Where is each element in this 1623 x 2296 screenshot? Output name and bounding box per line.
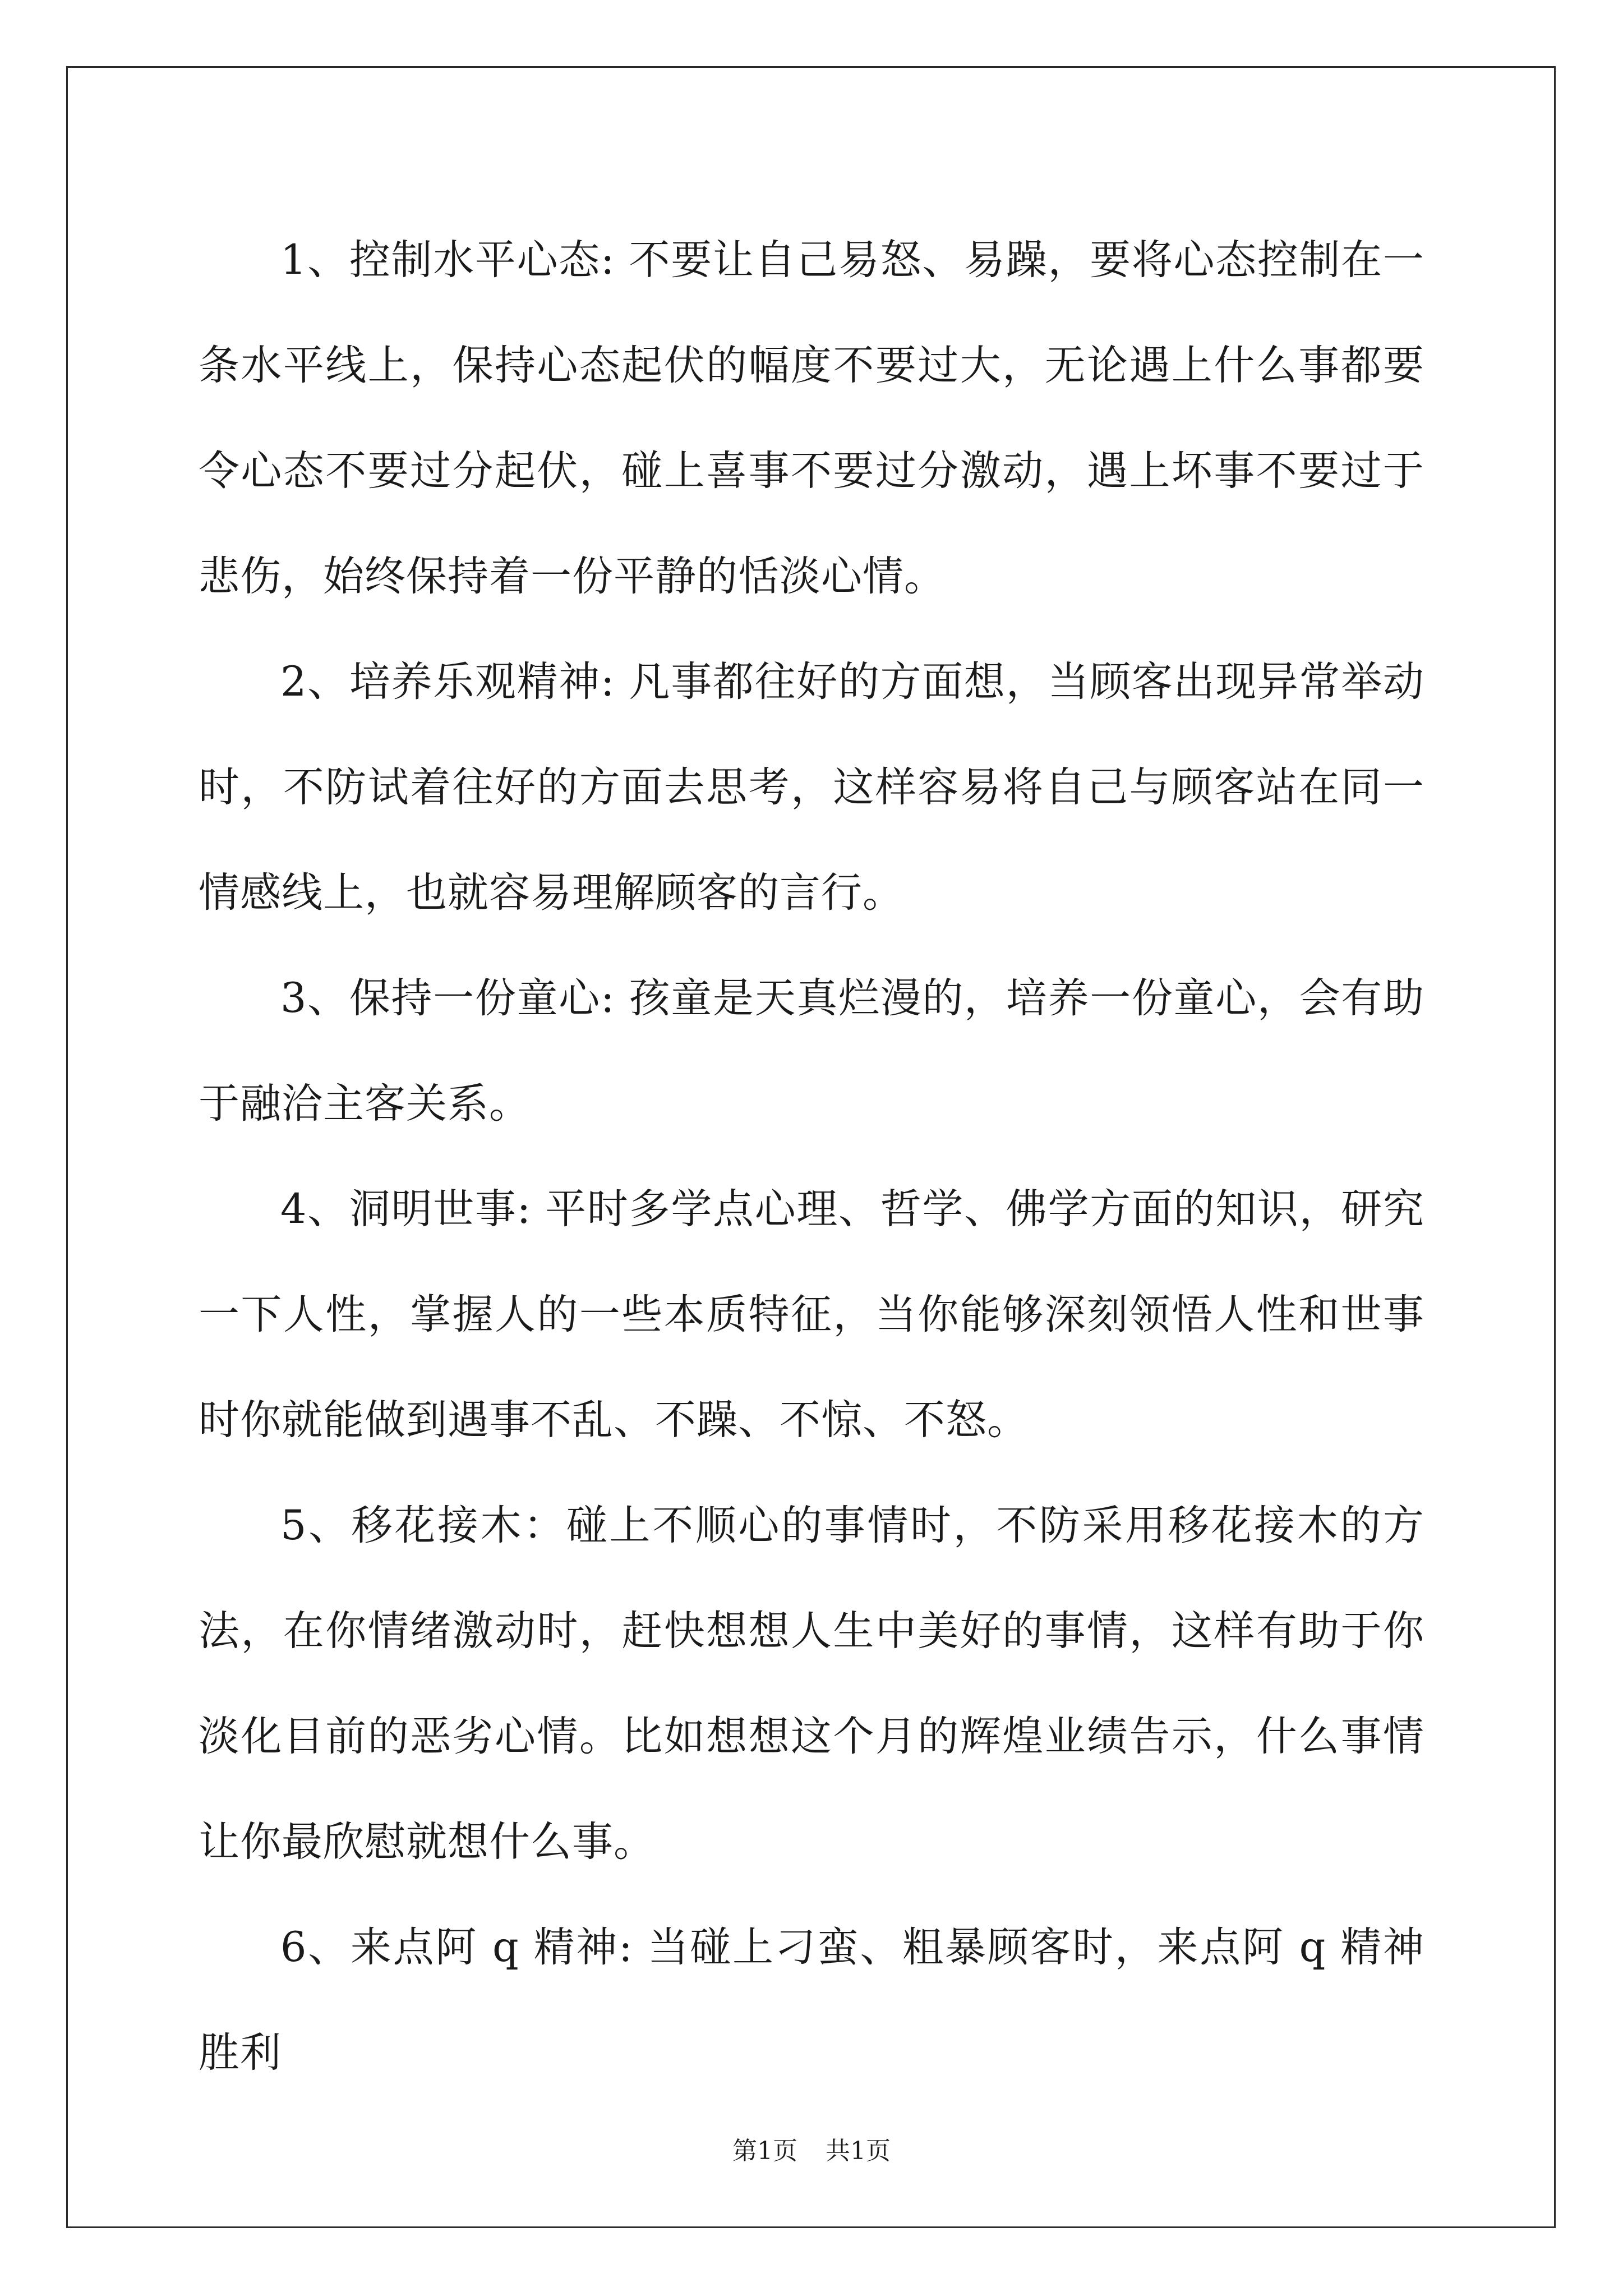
paragraph-1: 1、控制水平心态: 不要让自己易怒、易躁，要将心态控制在一条水平线上，保持心态起伏的幅度不要过大，无论遇上什么事都要令心态不要过分起伏，碰上喜事不要过分激动，遇上坏事不要过于悲伤，始终保持着一份平静的恬淡心情。 [199, 236, 1424, 600]
page-footer [0, 2131, 1623, 2166]
page-number-total: 共1页 [826, 2137, 891, 2165]
paragraph-6: 6、来点阿 q 精神: 当碰上刁蛮、粗暴顾客时，来点阿 q 精神胜利 [199, 1924, 1424, 2077]
paragraph-2: 2、培养乐观精神: 凡事都往好的方面想，当顾客出现异常举动时，不防试着往好的方面去思考，这样容易将自己与顾客站在同一情感线上，也就容易理解顾客的言行。 [199, 658, 1424, 917]
page-number-current: 第1页 [732, 2137, 797, 2165]
paragraph-4: 4、洞明世事: 平时多学点心理、哲学、佛学方面的知识，研究一下人性，掌握人的一些本质特征，当你能够深刻领悟人性和世事时你就能做到遇事不乱、不躁、不惊、不怒。 [199, 1185, 1424, 1444]
document-body [199, 208, 1424, 2106]
paragraph-5: 5、移花接木：碰上不顺心的事情时，不防采用移花接木的方法，在你情绪激动时，赶快想想人生中美好的事情，这样有助于你淡化目前的恶劣心情。比如想想这个月的辉煌业绩告示，什么事情让你最欣慰就想什么事。 [199, 1502, 1424, 1866]
paragraph-3: 3、保持一份童心: 孩童是天真烂漫的，培养一份童心，会有助于融洽主客关系。 [199, 974, 1424, 1128]
